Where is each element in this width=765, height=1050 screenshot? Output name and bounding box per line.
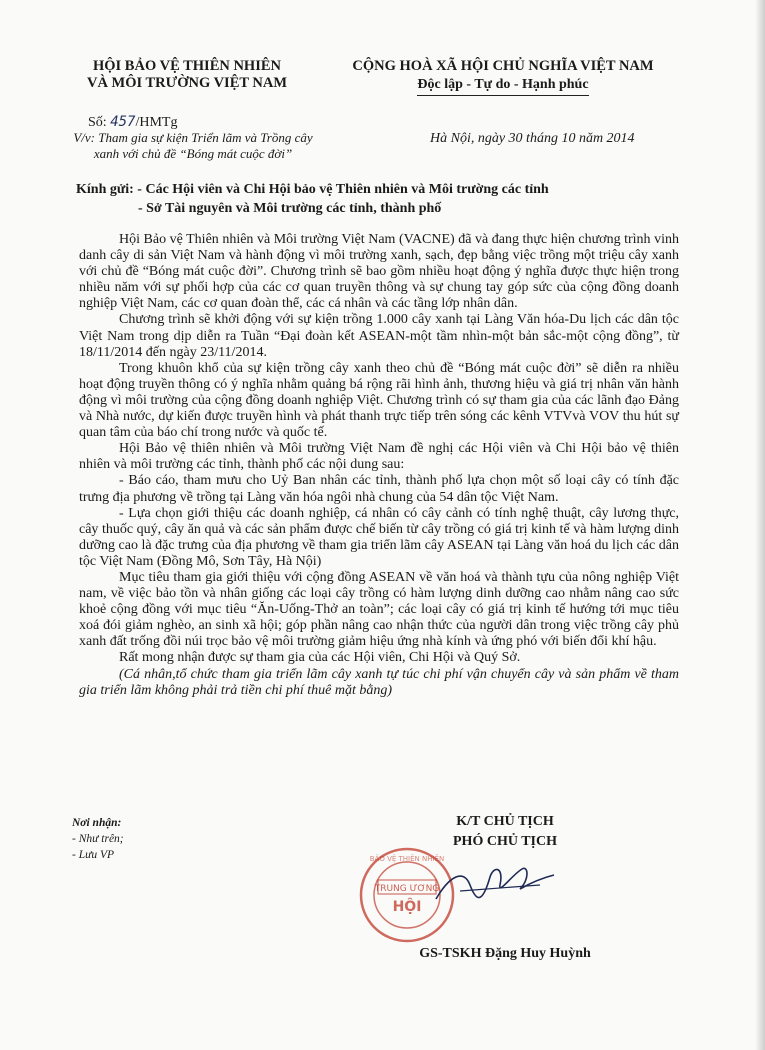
signature-title-1: K/T CHỦ TỊCH xyxy=(456,814,554,829)
reference-number xyxy=(88,114,177,131)
addressees xyxy=(76,180,549,218)
organization-header xyxy=(62,58,312,92)
date-line: Hà Nội, ngày 30 tháng 10 năm 2014 xyxy=(430,131,635,146)
national-motto: Độc lập - Tự do - Hạnh phúc xyxy=(417,76,588,96)
addressee-1: Kính gửi: - Các Hội viên và Chi Hội bảo vệ Thiên nhiên và Môi trường các tỉnh xyxy=(76,182,549,197)
paragraph-2: Chương trình sẽ khởi động với sự kiện trồng 1.000 cây xanh tại Làng Văn hóa-Du lịch các dân tộc Việt Nam trong dịp diễn ra Tuần “Đại đoàn kết ASEAN-một tầm nhìn-một bản sắc-một cộng đồng”, từ 18/11/2014 đến ngày 23/11/2014. xyxy=(79,312,679,360)
distribution-title: Nơi nhận: xyxy=(72,817,122,829)
paragraph-8: Rất mong nhận được sự tham gia của các Hội viên, Chi Hội và Quý Sở. xyxy=(119,650,521,666)
page-edge-shadow xyxy=(755,0,765,1050)
paragraph-7: Mục tiêu tham gia giới thiệu với cộng đồng ASEAN về văn hoá và thành tựu của nông nghiệp Việt nam, về việc bảo tồn và nhân giống các loại cây trồng có hàm lượng dinh dưỡng cao nhằm nâng cao sức khoẻ cộng đồng với mục tiêu “Ăn-Uống-Thở an toàn”; các loại cây có giá trị kinh tế hướng tới mục tiêu xoá đói giảm nghèo, an sinh xã hội; góp phần nâng cao nhận thức của người dân trong việc trồng cây phủ xanh đất trống đồi núi trọc bảo vệ môi trường giảm hiệu ứng nhà kính và ứng phó với biến đổi khí hậu. xyxy=(79,569,679,650)
paragraph-6: - Lựa chọn giới thiệu các doanh nghiệp, cá nhân có cây cảnh có tính nghệ thuật, cây lương thực, cây thuốc quý, cây ăn quả và các sản phẩm được chế biến từ cây trồng có giá trị kinh tế và hàm lượng dinh dưỡng cao là đặc trưng của địa phương về tham gia triển lãm cây ASEAN tại Làng văn hoá du lịch các dân tộc Việt Nam (Đồng Mô, Sơn Tây, Hà Nội) xyxy=(79,505,679,569)
org-name-line2: VÀ MÔI TRƯỜNG VIỆT NAM xyxy=(86,75,288,91)
handwritten-signature xyxy=(430,855,560,915)
paragraph-4: Hội Bảo vệ thiên nhiên và Môi trường Việt Nam đề nghị các Hội viên và Chi Hội bảo vệ thiên nhiên và môi trường các tỉnh, thành phố các nội dung sau: xyxy=(79,441,679,473)
svg-text:TRUNG ƯƠNG: TRUNG ƯƠNG xyxy=(374,884,440,894)
national-header xyxy=(328,58,678,96)
distribution-item: - Lưu VP xyxy=(72,849,115,861)
ref-prefix: Số: xyxy=(88,115,111,130)
ref-handwritten-number: 457 xyxy=(110,114,136,130)
paragraph-3: Trong khuôn khổ của sự kiện trồng cây xanh theo chủ đề “Bóng mát cuộc đời” sẽ diễn ra nhiều hoạt động truyền thông có ý nghĩa nhằm quảng bá rộng rãi hình ảnh, thương hiệu và giá trị nhân văn hành động vì môi trường của cộng đồng doanh nghiệp Việt. Chương trình có sự tham gia của các lãnh đạo Đảng và Nhà nước, dự kiến được truyền hình và phát thanh trực tiếp trên sóng các kênh VTVvà VOV thu hút sự quan tâm của báo chí trong nước và quốc tế. xyxy=(79,360,679,441)
signature-title-2: PHÓ CHỦ TỊCH xyxy=(453,834,557,849)
letter-body xyxy=(79,232,679,699)
addressee-2: - Sở Tài nguyên và Môi trường các tỉnh, thành phố xyxy=(138,201,442,216)
org-name-line1: HỘI BẢO VỆ THIÊN NHIÊN xyxy=(92,58,281,74)
paragraph-1: Hội Bảo vệ Thiên nhiên và Môi trường Việt Nam (VACNE) đã và đang thực hiện chương trình vinh danh cây di sản Việt Nam và hành động vì môi trường xanh, sạch, đẹp bằng việc trồng một triệu cây xanh với chủ đề “Bóng mát cuộc đời”. Chương trình sẽ bao gồm nhiều hoạt động ý nghĩa được thực hiện trong nhiều năm với sự phối hợp của các cơ quan truyền thông và sự chung tay góp sức của cộng đồng doanh nghiệp Việt Nam, các cơ quan đoàn thể, các cá nhân và các tầng lớp nhân dân. xyxy=(79,232,679,312)
paragraph-5: - Báo cáo, tham mưu cho Uỷ Ban nhân các tỉnh, thành phố lựa chọn một số loại cây có tính đặc trưng địa phương về trồng tại Làng văn hóa ngôi nhà chung của 54 dân tộc Việt Nam. xyxy=(79,473,679,505)
paragraph-9-note: (Cá nhân,tổ chức tham gia triển lãm cây xanh tự túc chi phí vận chuyển cây và sản phẩm về tham gia triển lãm không phải trả tiền chi phí thuê mặt bằng) xyxy=(79,666,679,698)
distribution-list xyxy=(72,815,124,863)
ref-suffix: /HMTg xyxy=(135,115,178,130)
subject-line: V/v: Tham gia sự kiện Triển lãm và Trồng cây xanh với chủ đề “Bóng mát cuộc đời” xyxy=(73,130,313,161)
signer-name: GS-TSKH Đặng Huy Huỳnh xyxy=(419,946,591,961)
distribution-item: - Như trên; xyxy=(72,833,124,845)
country-name: CỘNG HOÀ XÃ HỘI CHỦ NGHĨA VIỆT NAM xyxy=(352,58,654,74)
svg-text:BẢO VỆ THIÊN NHIÊN: BẢO VỆ THIÊN NHIÊN xyxy=(369,855,445,863)
svg-text:HỘI: HỘI xyxy=(392,899,422,915)
